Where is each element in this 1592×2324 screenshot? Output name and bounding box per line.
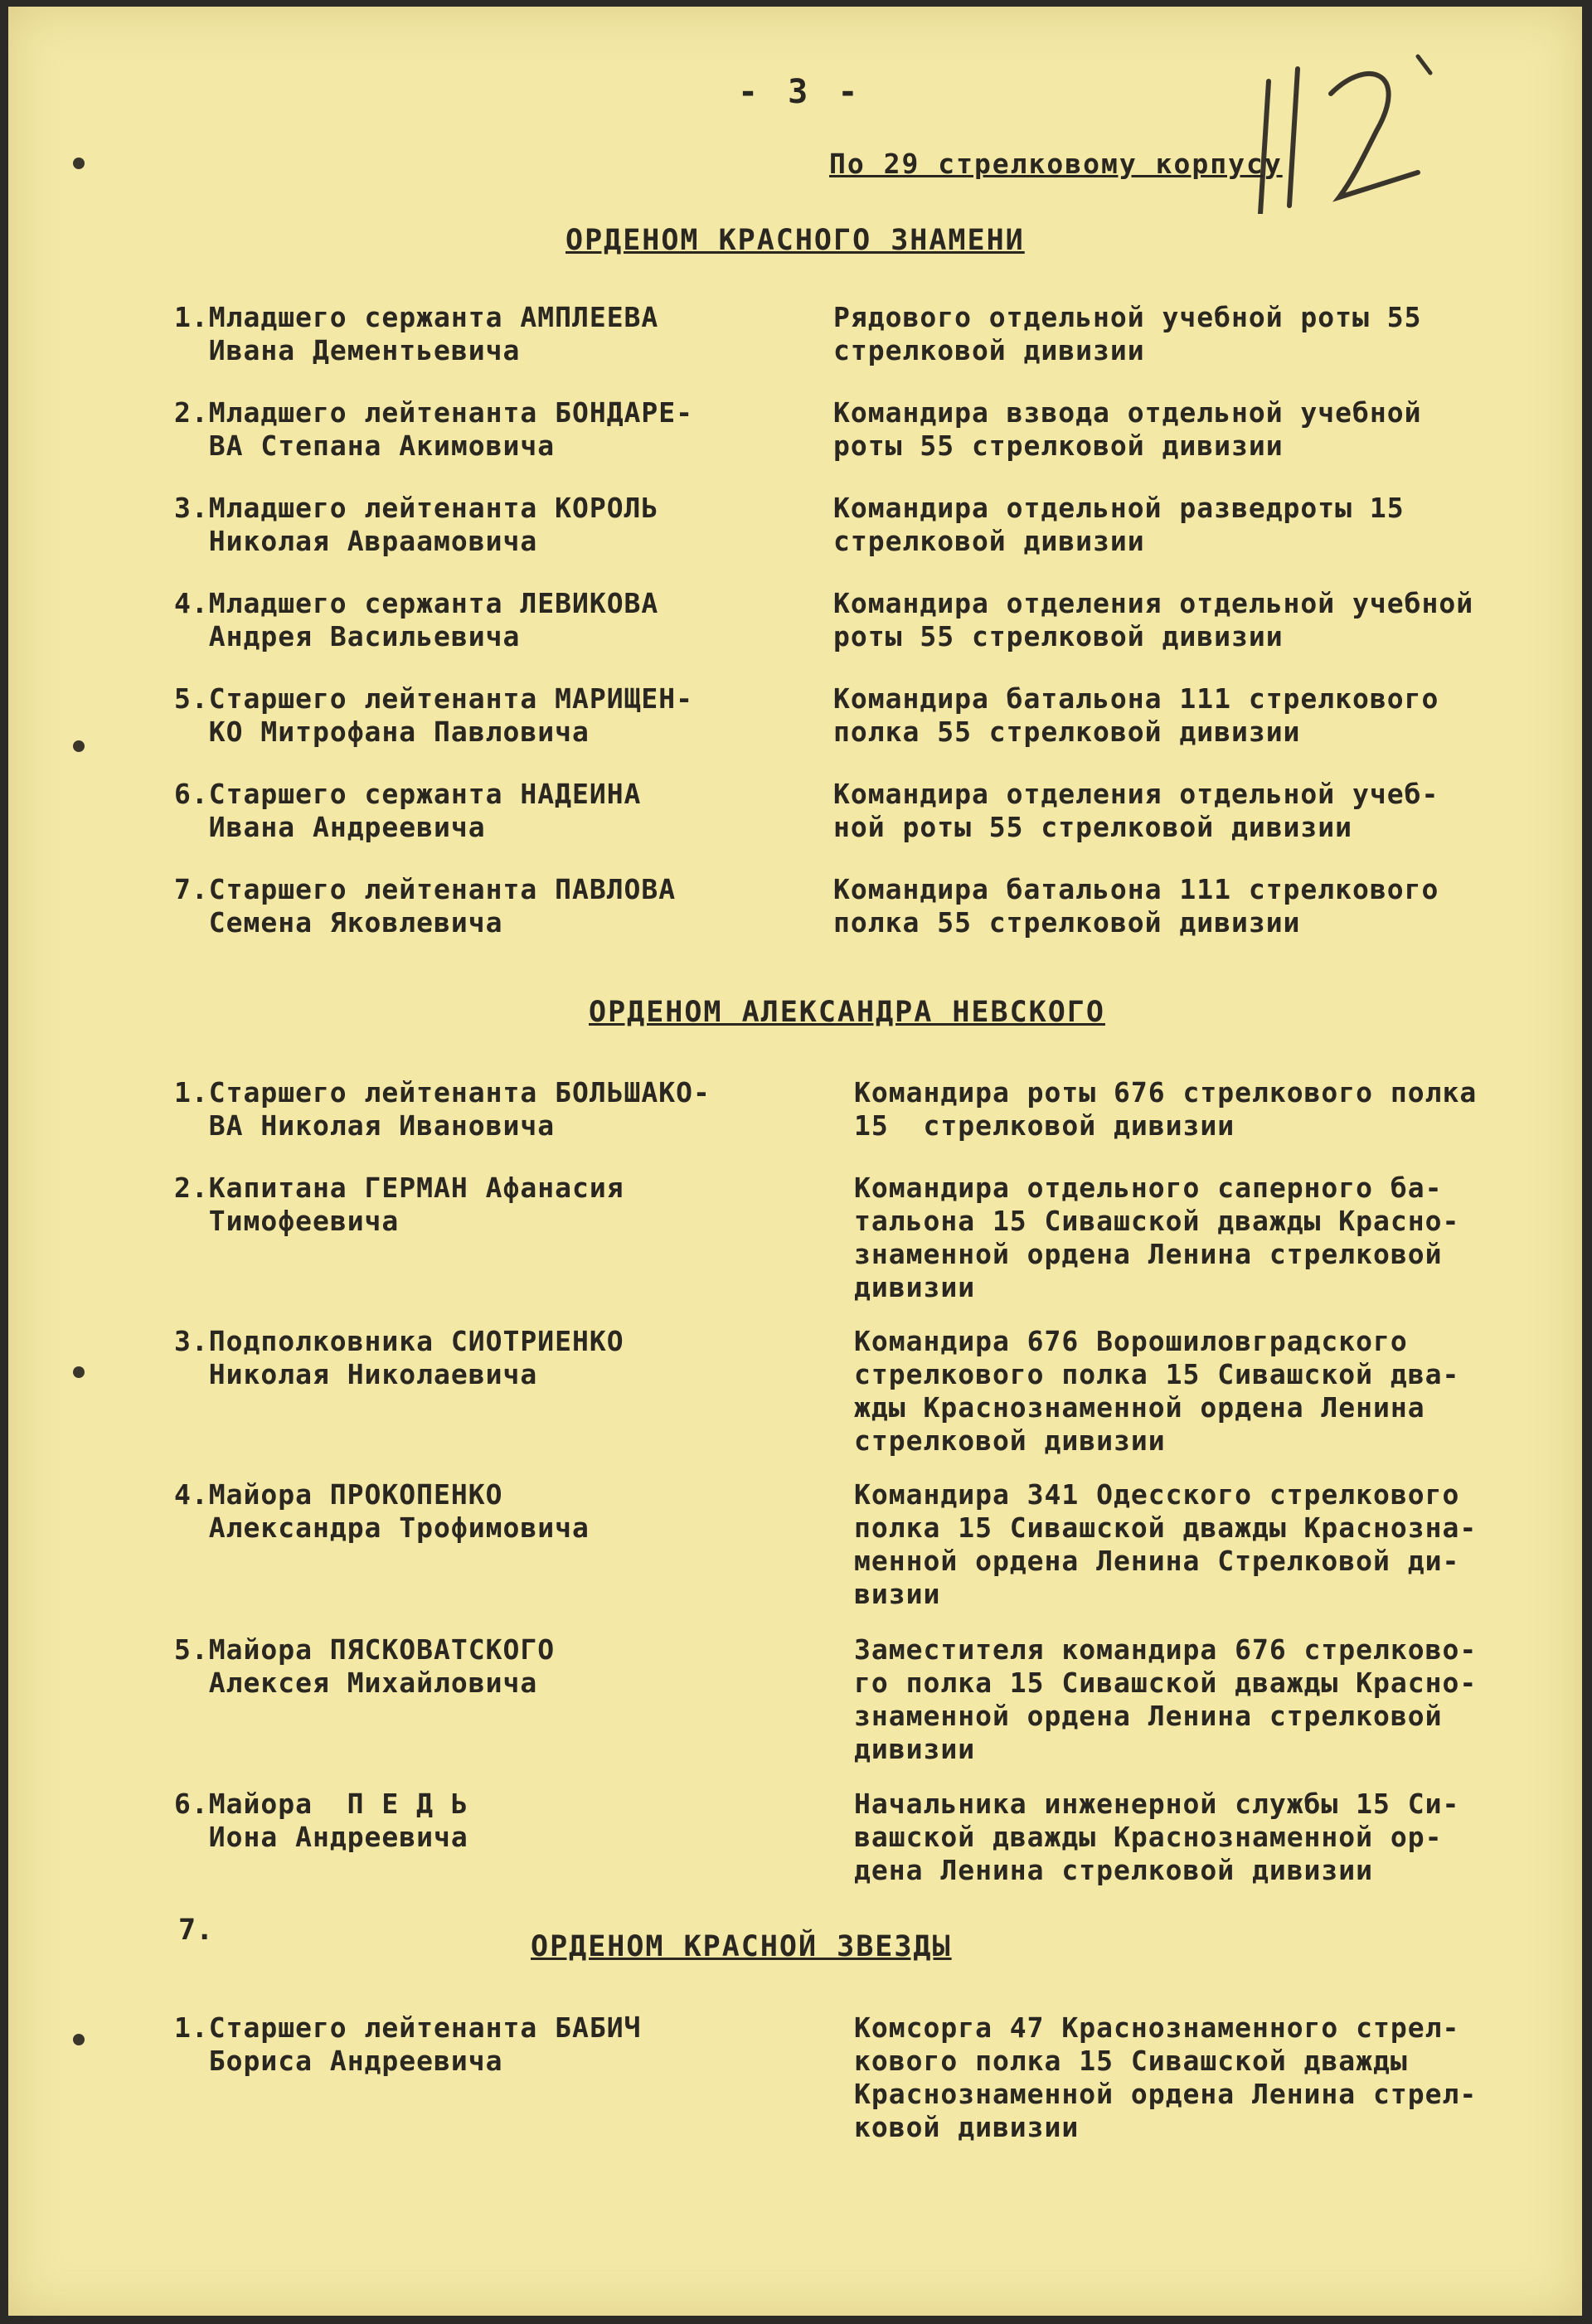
- punch-hole-mark: [73, 158, 85, 169]
- awardee-position: Командира отдельной разведроты 15 стрелковой дивизии: [833, 492, 1405, 557]
- awardee-position: Командира роты 676 стрелкового полка 15 стрелковой дивизии: [854, 1076, 1478, 1142]
- awardee-position: Командира 676 Ворошиловградского стрелкового полка 15 Сивашской два- жды Краснознаменной ордена Ленина стрелковой дивизии: [854, 1325, 1460, 1457]
- awardee-position: Командира батальона 111 стрелкового полка 55 стрелковой дивизии: [833, 873, 1439, 939]
- punch-hole-mark: [73, 1366, 85, 1378]
- handwritten-page-number-mark: [1252, 48, 1443, 214]
- awardee-position: Комсорга 47 Краснознаменного стрел- кового полка 15 Сивашской дважды Краснознаменной ордена Ленина стрел- ковой дивизии: [854, 2011, 1478, 2143]
- page-number: - 3 -: [738, 73, 863, 111]
- section-heading-alexander-nevsky: ОРДЕНОМ АЛЕКСАНДРА НЕВСКОГО: [589, 996, 1105, 1029]
- awardee-name: 1.Старшего лейтенанта БОЛЬШАКО- ВА Николая Ивановича: [174, 1076, 711, 1142]
- punch-hole-mark: [73, 2034, 85, 2045]
- section-heading-red-banner: ОРДЕНОМ КРАСНОГО ЗНАМЕНИ: [565, 224, 1025, 257]
- awardee-name: 1.Младшего сержанта АМПЛЕЕВА Ивана Дементьевича: [174, 301, 659, 366]
- awardee-name: 6.Майора П Е Д Ь Иона Андреевича: [174, 1788, 468, 1853]
- punch-hole-mark: [73, 740, 85, 752]
- awardee-position: Командира взвода отдельной учебной роты 55 стрелковой дивизии: [833, 396, 1422, 462]
- corps-header: По 29 стрелковому корпусу: [829, 148, 1283, 180]
- awardee-name: 1.Старшего лейтенанта БАБИЧ Бориса Андреевича: [174, 2011, 642, 2077]
- awardee-position: Командира отделения отдельной учеб- ной роты 55 стрелковой дивизии: [833, 778, 1439, 843]
- awardee-position: Командира батальона 111 стрелкового полка 55 стрелковой дивизии: [833, 682, 1439, 748]
- awardee-position: Командира отделения отдельной учебной роты 55 стрелковой дивизии: [833, 587, 1474, 653]
- awardee-name: 7.Старшего лейтенанта ПАВЛОВА Семена Яковлевича: [174, 873, 677, 939]
- awardee-position: Командира отдельного саперного ба- тальона 15 Сивашской дважды Красно- знаменной ордена Ленина стрелковой дивизии: [854, 1172, 1460, 1303]
- awardee-name: 3.Младшего лейтенанта КОРОЛЬ Николая Авраамовича: [174, 492, 659, 557]
- awardee-position: Командира 341 Одесского стрелкового полка 15 Сивашской дважды Краснозна- менной ордена Ленина Стрелковой ди- визии: [854, 1478, 1478, 1610]
- awardee-name: 5.Майора ПЯСКОВАТСКОГО Алексея Михайловича: [174, 1633, 556, 1699]
- awardee-name: 6.Старшего сержанта НАДЕИНА Ивана Андреевича: [174, 778, 642, 843]
- document-page: [8, 7, 1582, 2316]
- awardee-position: Заместителя командира 676 стрелково- го полка 15 Сивашской дважды Красно- знаменной ордена Ленина стрелковой дивизии: [854, 1633, 1478, 1765]
- awardee-name: 2.Младшего лейтенанта БОНДАРЕ- ВА Степана Акимовича: [174, 396, 694, 462]
- awardee-name: 5.Старшего лейтенанта МАРИЩЕН- КО Митрофана Павловича: [174, 682, 694, 748]
- awardee-name: 4.Майора ПРОКОПЕНКО Александра Трофимовича: [174, 1478, 590, 1544]
- awardee-position: Рядового отдельной учебной роты 55 стрелковой дивизии: [833, 301, 1422, 366]
- awardee-position: Начальника инженерной службы 15 Си- вашской дважды Краснознаменной ор- дена Ленина стрелковой дивизии: [854, 1788, 1460, 1886]
- entry-number-seven: 7.: [178, 1914, 214, 1947]
- awardee-name: 2.Капитана ГЕРМАН Афанасия Тимофеевича: [174, 1172, 624, 1237]
- section-heading-red-star: ОРДЕНОМ КРАСНОЙ ЗВЕЗДЫ: [531, 1930, 952, 1963]
- awardee-name: 3.Подполковника СИОТРИЕНКО Николая Николаевича: [174, 1325, 624, 1390]
- awardee-name: 4.Младшего сержанта ЛЕВИКОВА Андрея Васильевича: [174, 587, 659, 653]
